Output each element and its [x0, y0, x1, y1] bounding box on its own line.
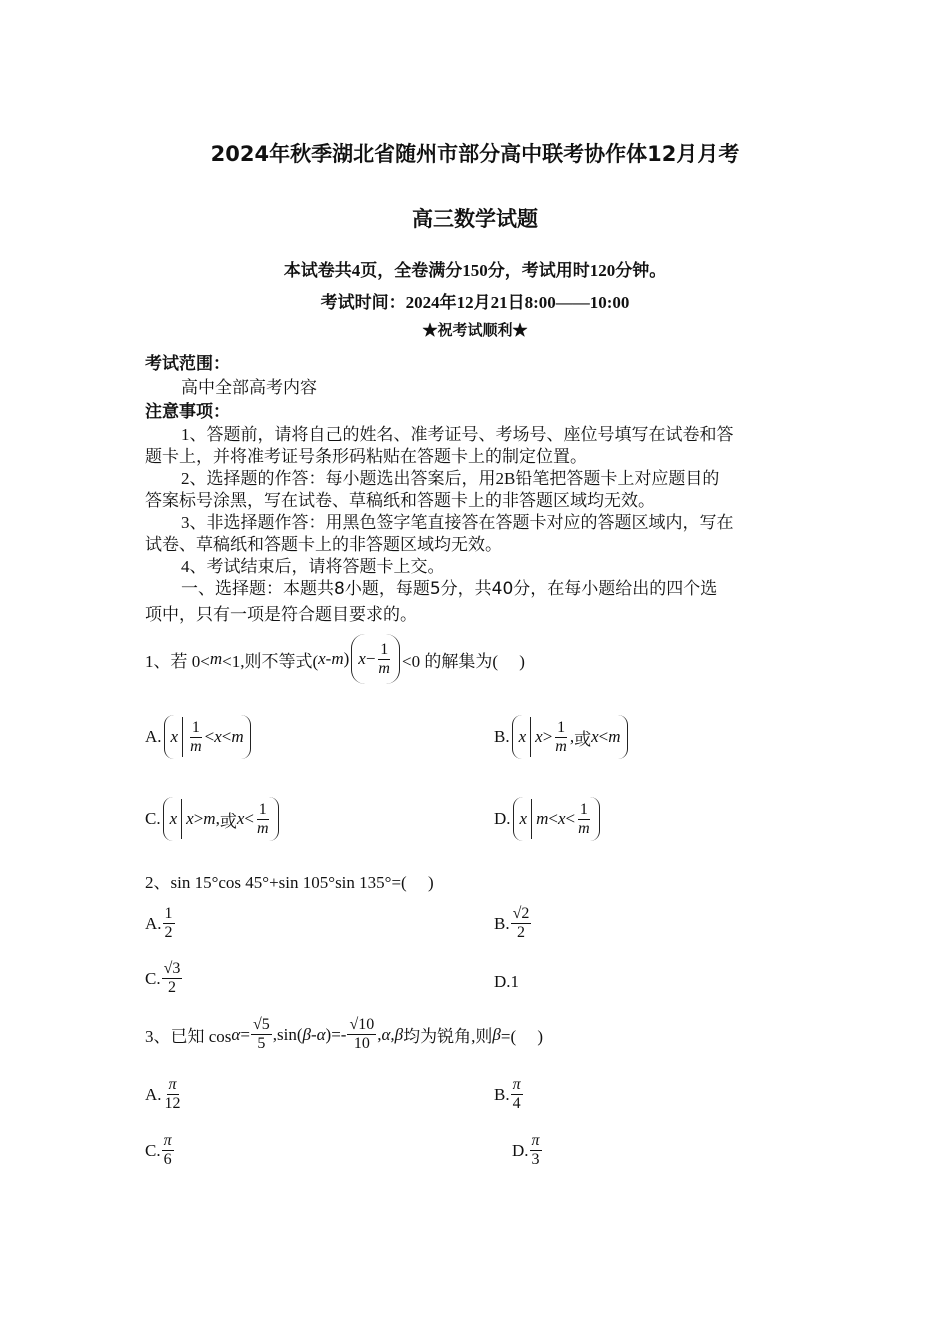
question-1-option-d[interactable]: D. x m < x < $\frac{1}{m}$ — [494, 797, 600, 841]
scope-text: 高中全部高考内容 — [181, 378, 317, 397]
exam-title: 2024年秋季湖北省随州市部分高中联考协作体12月月考 — [210, 142, 740, 166]
notes-label: 注意事项： — [145, 402, 230, 421]
question-3-option-d[interactable]: D. $\frac{\pi}{3}$ — [512, 1132, 540, 1168]
question-1-option-c[interactable]: C. x x > m , 或 x < $\frac{1}{m}$ — [145, 797, 279, 841]
question-2-stem: 2、sin 15°cos 45°+sin 105°sin 135°=( ) — [145, 873, 434, 892]
question-3-option-b[interactable]: B. $\frac{\pi}{4}$ — [494, 1076, 521, 1112]
question-1-option-a[interactable]: A. x $\frac{1}{m}$ < x < m — [145, 715, 251, 759]
note-3a: 3、非选择题作答：用黑色签字笔直接答在答题卡对应的答题区域内，写在 — [181, 513, 734, 532]
exam-info-time: 考试时间：2024年12月21日8:00——10:00 — [320, 293, 630, 312]
question-3-option-a[interactable]: A. $\frac{\pi}{12}$ — [145, 1076, 181, 1112]
question-1-option-b[interactable]: B. x x > $\frac{1}{m}$ , 或 x < m — [494, 715, 628, 759]
note-4: 4、考试结束后，请将答题卡上交。 — [181, 557, 445, 576]
good-luck-line: ★祝考试顺利★ — [422, 323, 528, 339]
section1-line1: 一、选择题：本题共8小题，每题5分，共40分，在每小题给出的四个选 — [181, 579, 718, 599]
question-1-stem: 1、若 0< m <1,则不等式( x-m ) x − $\frac{1}{m}$ <0 的解集为( ) — [145, 634, 525, 684]
note-2a: 2、选择题的作答：每小题选出答案后，用2B铅笔把答题卡上对应题目的 — [181, 469, 720, 488]
note-3b: 试卷、草稿纸和答题卡上的非答题区域均无效。 — [145, 535, 502, 554]
exam-info-pages: 本试卷共4页，全卷满分150分，考试用时120分钟。 — [283, 261, 667, 280]
section1-line2: 项中，只有一项是符合题目要求的。 — [145, 605, 417, 625]
question-2-option-a[interactable]: A. $\frac{1}{2}$ — [145, 905, 173, 941]
scope-label: 考试范围： — [145, 354, 230, 373]
exam-subtitle: 高三数学试题 — [412, 207, 538, 231]
question-2-option-c[interactable]: C. $\frac{√3}{2}$ — [145, 960, 181, 996]
question-3-stem: 3、已知 cos α = $\frac{√5}{5}$ ,sin( β-α )=- $\frac{√10}{10}$ , α,β 均为锐角,则 β =( ) — [145, 1016, 544, 1052]
question-2-option-d[interactable]: D.1 — [494, 972, 520, 991]
note-1b: 题卡上，并将准考证号条形码粘贴在答题卡上的制定位置。 — [145, 447, 587, 466]
question-3-option-c[interactable]: C. $\frac{\pi}{6}$ — [145, 1132, 172, 1168]
note-1a: 1、答题前，请将自己的姓名、准考证号、考场号、座位号填写在试卷和答 — [181, 425, 734, 444]
question-2-option-b[interactable]: B. $\frac{√2}{2}$ — [494, 905, 530, 941]
note-2b: 答案标号涂黑，写在试卷、草稿纸和答题卡上的非答题区域均无效。 — [145, 491, 655, 510]
